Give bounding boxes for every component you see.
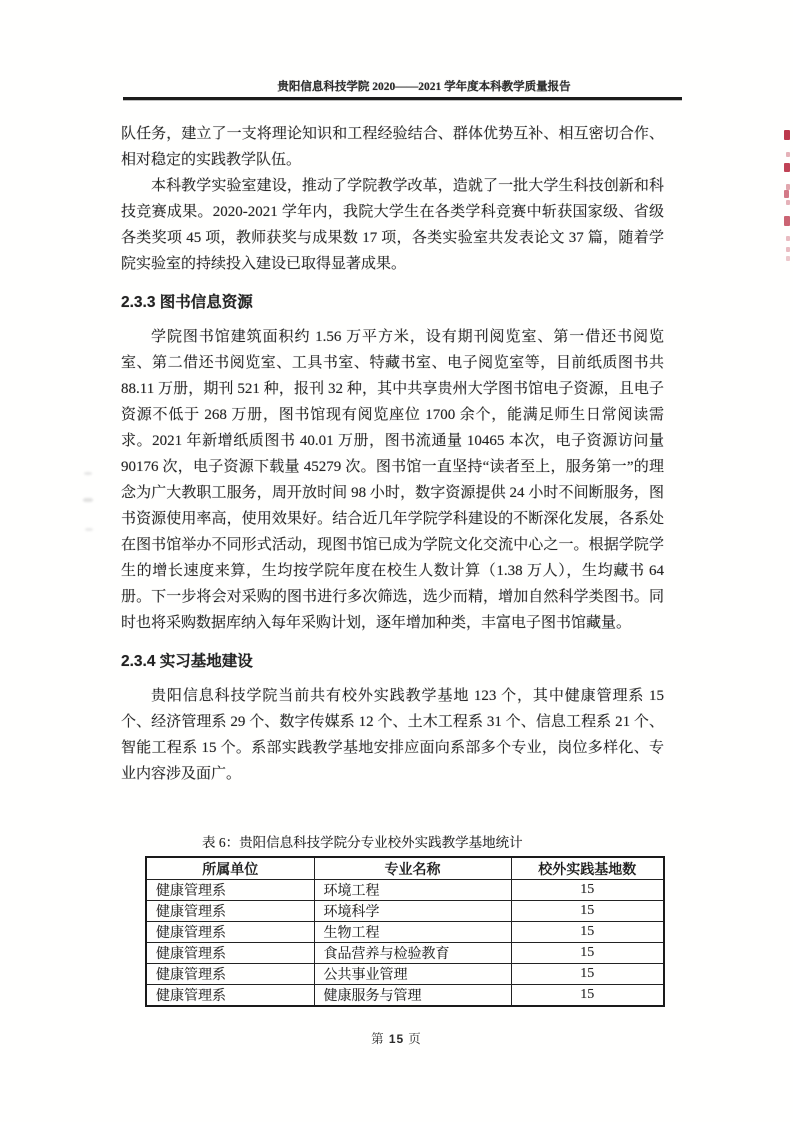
cell-unit: 健康管理系 — [146, 901, 314, 922]
cell-major: 环境科学 — [314, 901, 511, 922]
cell-base-count: 15 — [511, 922, 664, 943]
scan-artifact-pencil — [85, 528, 93, 531]
table-row — [146, 880, 664, 901]
col-header-major: 专业名称 — [314, 857, 511, 880]
header-title: 贵阳信息科技学院 2020——2021 学年度本科教学质量报告 — [277, 81, 571, 93]
table-row — [146, 922, 664, 943]
scan-artifact-red — [786, 256, 790, 261]
table-row — [146, 985, 664, 1007]
cell-major: 健康服务与管理 — [314, 985, 511, 1007]
col-header-base-count: 校外实践基地数 — [511, 857, 664, 880]
cell-base-count: 15 — [511, 964, 664, 985]
body-text — [121, 121, 664, 787]
scan-artifact-red — [784, 190, 789, 198]
cell-base-count: 15 — [511, 880, 664, 901]
page-footer — [0, 1031, 793, 1047]
scan-artifact-red — [784, 130, 790, 140]
table-row — [146, 964, 664, 985]
body-paragraph: 学院图书馆建筑面积约 1.56 万平方米，设有期刊阅览室、第一借还书阅览室、第二借还书阅览室、工具书室、特藏书室、电子阅览室等，目前纸质图书共 88.11 万册，期刊 521 种，报刊 32 种，其中共享贵州大学图书馆电子资源，且电子资源不低于 268 万册，图书馆现有阅览座位 1700 余个，能满足师生日常阅读需求。2021 年新增纸质图书 40.01 万册，图书流通量 10465 本次，电子资源访问量 90176 次，电子资源下载量 45279 次。图书馆一直坚持“读者至上，服务第一”的理念为广大教职工服务，周开放时间 98 小时，数字资源提供 24 小时不间断服务，图书资源使用率高，使用效果好。结合近几年学院学科建设的不断深化发展，各系处在图书馆举办不同形式活动，现图书馆已成为学院文化交流中心之一。根据学院学生的增长速度来算，生均按学院年度在校生人数计算（1.38 万人），生均藏书 64 册。下一步将会对采购的图书进行多次筛选，选少而精，增加自然科学类图书。同时也将采购数据库纳入每年采购计划，逐年增加种类，丰富电子图书馆藏量。 — [121, 329, 664, 631]
scan-artifact-red — [786, 236, 790, 241]
table-area — [121, 833, 666, 1007]
body-paragraph: 本科教学实验室建设，推动了学院教学改革，造就了一批大学生科技创新和科技竞赛成果。2020-2021 学年内，我院大学生在各类学科竞赛中斩获国家级、省级各类奖项 45 项，教师获奖与成果数 17 项，各类实验室共发表论文 37 篇，随着学院实验室的持续投入建设已取得显著成果。 — [121, 178, 664, 272]
cell-unit: 健康管理系 — [146, 943, 314, 964]
cell-base-count: 15 — [511, 901, 664, 922]
table-caption: 表 6：贵阳信息科技学院分专业校外实践教学基地统计 — [202, 835, 523, 850]
cell-unit: 健康管理系 — [146, 964, 314, 985]
scan-artifact-red — [784, 163, 790, 172]
cell-unit: 健康管理系 — [146, 922, 314, 943]
section-heading: 2.3.4 实习基地建设 — [121, 653, 253, 670]
section-heading: 2.3.3 图书信息资源 — [121, 294, 253, 311]
table-row — [146, 943, 664, 964]
cell-major: 生物工程 — [314, 922, 511, 943]
cell-major: 环境工程 — [314, 880, 511, 901]
body-paragraph: 队任务，建立了一支将理论知识和工程经验结合、群体优势互补、相互密切合作、相对稳定的实践教学队伍。 — [121, 126, 664, 168]
scan-artifact-red — [786, 247, 790, 252]
practice-base-table — [145, 856, 665, 1007]
cell-base-count: 15 — [511, 943, 664, 964]
cell-major: 食品营养与检验教育 — [314, 943, 511, 964]
scan-artifact-red — [784, 216, 790, 226]
table-header-row — [146, 857, 664, 880]
footer-page-number: 15 — [388, 1032, 405, 1046]
scan-artifact-pencil — [84, 472, 92, 475]
body-paragraph: 贵阳信息科技学院当前共有校外实践教学基地 123 个，其中健康管理系 15 个、经济管理系 29 个、数字传媒系 12 个、土木工程系 31 个、信息工程系 21 个、智能工程系 15 个。系部实践教学基地安排应面向系部多个专业，岗位多样化、专业内容涉及面广。 — [121, 688, 664, 782]
scan-artifact-red — [786, 152, 790, 157]
footer-prefix: 第 — [371, 1032, 385, 1046]
scan-artifact-red — [786, 200, 790, 205]
table-row — [146, 901, 664, 922]
cell-base-count: 15 — [511, 985, 664, 1007]
scan-artifact-pencil — [83, 498, 93, 502]
footer-suffix: 页 — [408, 1032, 422, 1046]
cell-unit: 健康管理系 — [146, 880, 314, 901]
cell-major: 公共事业管理 — [314, 964, 511, 985]
header-rule — [123, 97, 682, 100]
cell-unit: 健康管理系 — [146, 985, 314, 1007]
col-header-unit: 所属单位 — [146, 857, 314, 880]
